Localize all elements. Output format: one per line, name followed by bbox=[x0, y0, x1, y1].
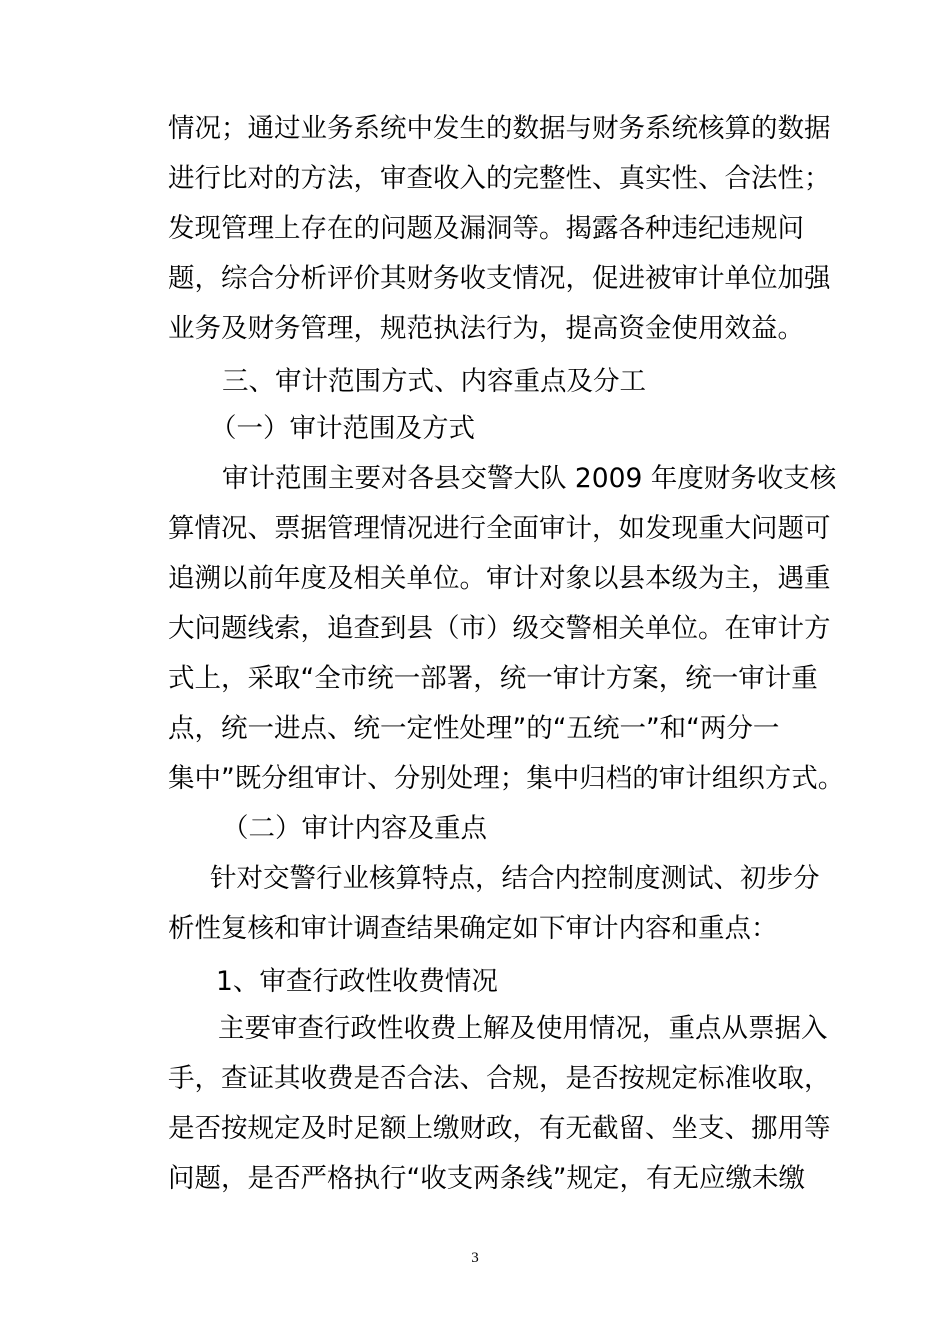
paragraph-line: 针对交警行业核算特点，结合内控制度测试、初步分 bbox=[210, 863, 820, 894]
paragraph-line: 大问题线索，追查到县（市）级交警相关单位。在审计方 bbox=[168, 613, 831, 644]
paragraph-line: 业务及财务管理，规范执法行为，提高资金使用效益。 bbox=[168, 313, 804, 344]
paragraph-line: 点，统一进点、统一定性处理”的“五统一”和“两分一 bbox=[168, 713, 780, 744]
paragraph-line: 发现管理上存在的问题及漏洞等。揭露各种违纪违规问 bbox=[168, 213, 804, 244]
subsection-heading: （二）审计内容及重点 bbox=[222, 813, 487, 844]
paragraph-line: 情况；通过业务系统中发生的数据与财务系统核算的数据 bbox=[168, 113, 831, 144]
paragraph-line: 是否按规定及时足额上缴财政，有无截留、坐支、挪用等 bbox=[168, 1113, 831, 1144]
paragraph-line: 集中”既分组审计、分别处理；集中归档的审计组织方式。 bbox=[168, 763, 845, 794]
subsection-heading: （一）审计范围及方式 bbox=[210, 413, 475, 444]
paragraph-line: 问题，是否严格执行“收支两条线”规定，有无应缴未缴 bbox=[168, 1163, 805, 1194]
paragraph-line: 追溯以前年度及相关单位。审计对象以县本级为主，遇重 bbox=[168, 563, 831, 594]
paragraph-line: 进行比对的方法，审查收入的完整性、真实性、合法性； bbox=[168, 163, 831, 194]
paragraph-line: 手，查证其收费是否合法、合规，是否按规定标准收取， bbox=[168, 1063, 831, 1094]
paragraph-line: 析性复核和审计调查结果确定如下审计内容和重点： bbox=[168, 913, 778, 944]
paragraph-line: 主要审查行政性收费上解及使用情况，重点从票据入 bbox=[218, 1013, 828, 1044]
page-number: 3 bbox=[471, 1250, 479, 1266]
paragraph-line: 题，综合分析评价其财务收支情况，促进被审计单位加强 bbox=[168, 263, 831, 294]
item-heading: 1、审查行政性收费情况 bbox=[216, 966, 498, 997]
paragraph-line: 算情况、票据管理情况进行全面审计，如发现重大问题可 bbox=[168, 513, 831, 544]
paragraph-line: 式上，采取“全市统一部署，统一审计方案，统一审计重 bbox=[168, 663, 818, 694]
section-heading: 三、审计范围方式、内容重点及分工 bbox=[222, 366, 646, 397]
paragraph-line: 审计范围主要对各县交警大队 2009 年度财务收支核 bbox=[222, 463, 837, 494]
